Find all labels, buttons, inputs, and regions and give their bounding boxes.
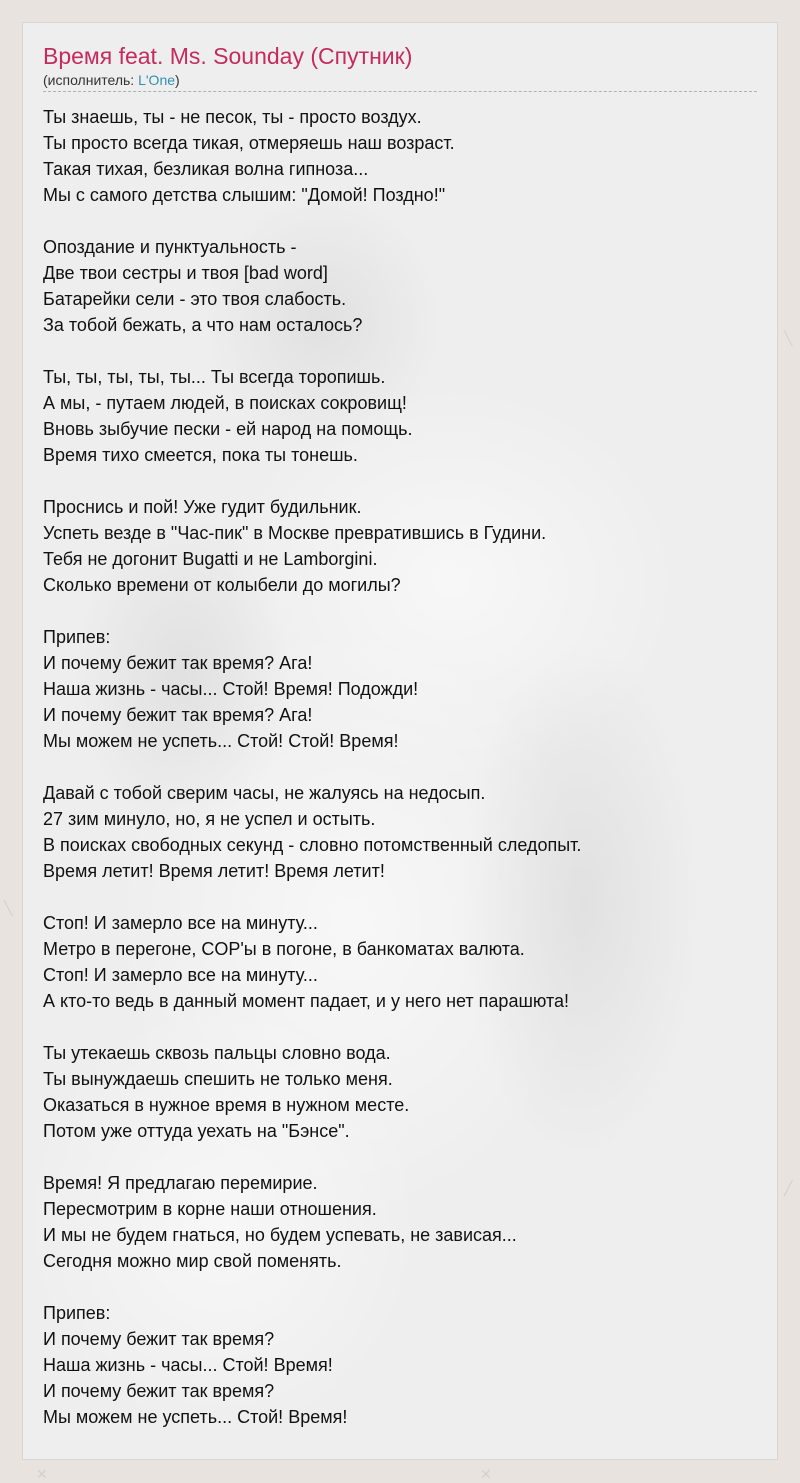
lyrics-line: Тебя не догонит Bugatti и не Lamborgini. [43,549,378,569]
background-ornament: ✕ [36,1466,48,1482]
lyrics-line: Проснись и пой! Уже гудит будильник. [43,497,362,517]
lyrics-line: Две твои сестры и твоя [bad word] [43,263,328,283]
lyrics-line: Батарейки сели - это твоя слабость. [43,289,347,309]
lyrics-line: Давай с тобой сверим часы, не жалуясь на недосып. [43,783,486,803]
lyrics-line: Ты знаешь, ты - не песок, ты - просто воздух. [43,107,422,127]
lyrics-line: Сколько времени от колыбели до могилы? [43,575,401,595]
lyrics-line: Мы с самого детства слышим: "Домой! Поздно!" [43,185,446,205]
lyrics-stanza [43,1040,757,1144]
lyrics-line: Оказаться в нужное время в нужном месте. [43,1095,410,1115]
lyrics-line: А кто-то ведь в данный момент падает, и у него нет парашюта! [43,991,570,1011]
lyrics-line: И мы не будем гнаться, но будем успевать, не зависая... [43,1225,517,1245]
background-ornament: ╲ [4,900,13,916]
lyrics-line: Потом уже оттуда уехать на "Бэнсе". [43,1121,350,1141]
lyrics-line: Ты, ты, ты, ты, ты... Ты всегда торопишь. [43,367,386,387]
lyrics-stanza [43,1300,757,1430]
background-ornament: ╲ [784,330,793,346]
lyrics-line: За тобой бежать, а что нам осталось? [43,315,363,335]
artist-link[interactable]: L'One [138,72,176,88]
lyrics-line: Опоздание и пунктуальность - [43,237,297,257]
lyrics-line: Время! Я предлагаю перемирие. [43,1173,318,1193]
lyrics-line: Наша жизнь - часы... Стой! Время! Подожди! [43,679,419,699]
lyrics-line: Пересмотрим в корне наши отношения. [43,1199,377,1219]
lyrics-line: И почему бежит так время? [43,1329,275,1349]
lyrics-stanza [43,494,757,598]
background-ornament: ✕ [480,1466,492,1482]
lyrics-line: Мы можем не успеть... Стой! Стой! Время! [43,731,399,751]
background-ornament: ╱ [784,1180,793,1196]
lyrics-line: Припев: [43,627,111,647]
lyrics-line: Припев: [43,1303,111,1323]
lyrics-body [43,104,757,1430]
artist-suffix: ) [175,72,180,88]
lyrics-stanza [43,104,757,208]
song-title: Время feat. Ms. Sounday (Спутник) [43,43,413,69]
lyrics-line: Наша жизнь - часы... Стой! Время! [43,1355,333,1375]
lyrics-line: Ты вынуждаешь спешить не только меня. [43,1069,393,1089]
lyrics-line: Ты утекаешь сквозь пальцы словно вода. [43,1043,391,1063]
lyrics-line: В поисках свободных секунд - словно потомственный следопыт. [43,835,582,855]
lyrics-line: И почему бежит так время? Ага! [43,705,313,725]
lyrics-line: Сегодня можно мир свой поменять. [43,1251,342,1271]
lyrics-line: Стоп! И замерло все на минуту... [43,913,318,933]
lyrics-stanza [43,1170,757,1274]
lyrics-line: Успеть везде в "Час-пик" в Москве превратившись в Гудини. [43,523,547,543]
lyrics-stanza [43,780,757,884]
artist-line [43,71,757,92]
lyrics-line: И почему бежит так время? Ага! [43,653,313,673]
lyrics-stanza [43,234,757,338]
artist-prefix: (исполнитель: [43,72,139,88]
lyrics-line: Время летит! Время летит! Время летит! [43,861,385,881]
lyrics-line: Такая тихая, безликая волна гипноза... [43,159,369,179]
lyrics-line: А мы, - путаем людей, в поисках сокровищ! [43,393,407,413]
lyrics-stanza [43,910,757,1014]
lyrics-stanza [43,624,757,754]
lyrics-line: Метро в перегоне, COP'ы в погоне, в банкоматах валюта. [43,939,525,959]
lyrics-line: 27 зим минуло, но, я не успел и остыть. [43,809,376,829]
lyrics-stanza [43,364,757,468]
lyrics-line: Мы можем не успеть... Стой! Время! [43,1407,348,1427]
lyrics-line: Время тихо смеется, пока ты тонешь. [43,445,358,465]
lyrics-line: Ты просто всегда тикая, отмеряешь наш возраст. [43,133,455,153]
lyrics-line: Вновь зыбучие пески - ей народ на помощь. [43,419,413,439]
lyrics-line: Стоп! И замерло все на минуту... [43,965,318,985]
lyrics-line: И почему бежит так время? [43,1381,275,1401]
lyrics-content [43,41,757,1456]
lyrics-card [22,22,778,1460]
